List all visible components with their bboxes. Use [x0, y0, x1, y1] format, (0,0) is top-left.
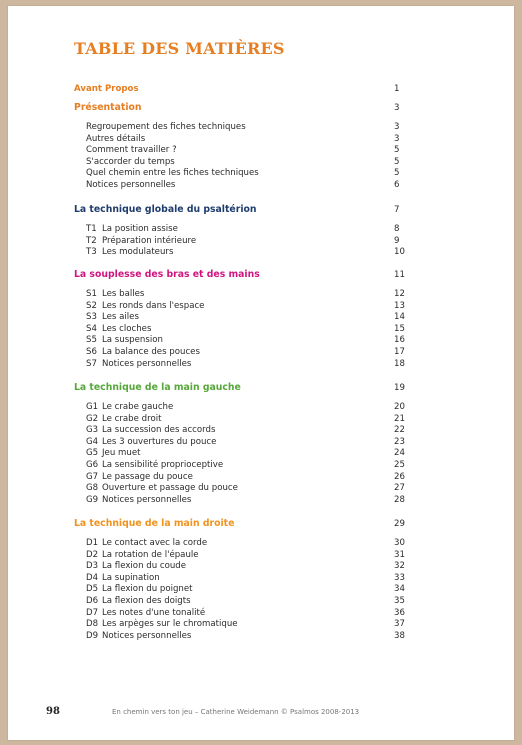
toc-entry — [8, 121, 514, 133]
entry-code: S7 — [86, 358, 97, 369]
toc-section-header — [8, 102, 514, 114]
entry-code: T2 — [86, 235, 97, 246]
section-page: 3 — [394, 103, 400, 113]
toc-entry — [8, 346, 514, 358]
entry-label: Le crabe gauche — [102, 402, 174, 412]
entry-page: 14 — [394, 312, 405, 323]
entry-label: La succession des accords — [102, 425, 216, 436]
entry-label: La suspension — [102, 335, 163, 346]
entry-page: 18 — [394, 358, 405, 369]
entry-page: 13 — [394, 300, 405, 311]
entry-label: La rotation de l'épaule — [102, 549, 199, 560]
toc-entry — [8, 156, 514, 168]
entry-page: 6 — [394, 180, 400, 190]
toc-entry — [8, 235, 514, 247]
entry-page: 25 — [394, 460, 405, 470]
entry-code: T3 — [86, 247, 97, 258]
toc-entry — [8, 471, 514, 483]
entry-code: S5 — [86, 335, 97, 346]
toc-entry — [8, 358, 514, 370]
entry-code: S1 — [86, 289, 97, 299]
toc-entry — [8, 311, 514, 323]
entry-page: 30 — [394, 538, 405, 548]
footer-page-number: 98 — [46, 706, 60, 717]
entry-label: Comment travailler ? — [86, 145, 177, 156]
entry-page: 5 — [394, 145, 400, 156]
entry-code: D5 — [86, 584, 99, 595]
toc-entry — [8, 630, 514, 642]
entry-page: 3 — [394, 133, 400, 144]
toc-section-header — [8, 204, 514, 216]
section-page: 19 — [394, 383, 405, 393]
entry-code: S4 — [86, 323, 97, 334]
toc-entry — [8, 436, 514, 448]
section-page: 11 — [394, 270, 405, 280]
entry-code: G5 — [86, 448, 99, 459]
toc-entry — [8, 179, 514, 191]
toc-entry — [8, 447, 514, 459]
entry-label: Les arpèges sur le chromatique — [102, 619, 238, 630]
entry-page: 24 — [394, 448, 405, 459]
entry-code: D3 — [86, 561, 99, 572]
section-page: 7 — [394, 205, 400, 215]
entry-page: 31 — [394, 549, 405, 560]
toc-entry — [8, 549, 514, 561]
entry-page: 37 — [394, 619, 405, 630]
entry-label: La supination — [102, 572, 160, 583]
entry-label: La flexion du poignet — [102, 584, 193, 595]
section-page: 29 — [394, 519, 405, 529]
entry-code: D2 — [86, 549, 99, 560]
toc-entry — [8, 323, 514, 335]
entry-code: D7 — [86, 607, 99, 618]
entry-code: G1 — [86, 402, 99, 412]
toc-entry — [8, 223, 514, 235]
entry-label: Les modulateurs — [102, 247, 174, 258]
toc-entry — [8, 334, 514, 346]
toc-section-header — [8, 269, 514, 281]
entry-label: S'accorder du temps — [86, 156, 175, 167]
toc-entry — [8, 494, 514, 506]
toc-section-header — [8, 382, 514, 394]
entry-label: Regroupement des fiches techniques — [86, 122, 246, 132]
entry-page: 26 — [394, 471, 405, 482]
entry-label: Le crabe droit — [102, 413, 162, 424]
entry-code: S6 — [86, 347, 97, 357]
entry-code: S2 — [86, 300, 97, 311]
toc-entry — [8, 583, 514, 595]
entry-code: G2 — [86, 413, 99, 424]
entry-page: 10 — [394, 247, 405, 258]
entry-label: La balance des pouces — [102, 347, 200, 357]
entry-page: 5 — [394, 156, 400, 167]
entry-page: 28 — [394, 494, 405, 505]
entry-label: Quel chemin entre les fiches techniques — [86, 168, 259, 179]
entry-code: G8 — [86, 483, 99, 494]
page-title: TABLE DES MATIÈRES — [74, 39, 285, 58]
entry-page: 9 — [394, 235, 400, 246]
entry-label: La position assise — [102, 224, 178, 234]
entry-page: 33 — [394, 572, 405, 583]
entry-code: G6 — [86, 460, 99, 470]
entry-label: Le contact avec la corde — [102, 538, 208, 548]
entry-page: 8 — [394, 224, 400, 234]
toc-entry — [8, 246, 514, 258]
entry-page: 34 — [394, 584, 405, 595]
entry-page: 22 — [394, 425, 405, 436]
entry-page: 3 — [394, 122, 400, 132]
entry-label: Les notes d'une tonalité — [102, 607, 206, 618]
section-title: La technique globale du psaltérion — [74, 204, 257, 215]
entry-code: G3 — [86, 425, 99, 436]
entry-label: Les 3 ouvertures du pouce — [102, 436, 217, 447]
entry-label: Ouverture et passage du pouce — [102, 483, 238, 494]
entry-page: 27 — [394, 483, 405, 494]
toc-entry-avant-propos — [8, 83, 514, 95]
entry-code: G4 — [86, 436, 99, 447]
toc-entry — [8, 607, 514, 619]
entry-code: D8 — [86, 619, 99, 630]
entry-label: Les balles — [102, 289, 145, 299]
entry-page: 38 — [394, 630, 405, 641]
toc-entry — [8, 133, 514, 145]
section-title: La technique de la main droite — [74, 518, 235, 529]
entry-label: Les ronds dans l'espace — [102, 300, 205, 311]
entry-label: Les ailes — [102, 312, 139, 323]
toc-entry — [8, 424, 514, 436]
entry-code: D6 — [86, 596, 99, 606]
toc-entry — [8, 595, 514, 607]
entry-label: Notices personnelles — [102, 630, 192, 641]
entry-page: 17 — [394, 347, 405, 357]
toc-entry — [8, 413, 514, 425]
entry-label: Notices personnelles — [102, 358, 192, 369]
toc-entry-page: 1 — [394, 84, 400, 94]
toc-entry — [8, 560, 514, 572]
entry-code: D4 — [86, 572, 99, 583]
toc-section-header — [8, 518, 514, 530]
toc-entry — [8, 618, 514, 630]
toc-entry — [8, 401, 514, 413]
entry-code: S3 — [86, 312, 97, 323]
entry-page: 23 — [394, 436, 405, 447]
toc-entry — [8, 572, 514, 584]
entry-code: T1 — [86, 224, 97, 234]
entry-page: 20 — [394, 402, 405, 412]
entry-label: Autres détails — [86, 133, 146, 144]
entry-page: 35 — [394, 596, 405, 606]
entry-label: Les cloches — [102, 323, 152, 334]
entry-label: La sensibilité proprioceptive — [102, 460, 224, 470]
entry-page: 32 — [394, 561, 405, 572]
toc-entry — [8, 167, 514, 179]
entry-code: G7 — [86, 471, 99, 482]
entry-code: D9 — [86, 630, 99, 641]
entry-page: 12 — [394, 289, 405, 299]
section-title: La technique de la main gauche — [74, 382, 241, 393]
toc-entry-label: Avant Propos — [74, 84, 139, 94]
entry-page: 5 — [394, 168, 400, 179]
toc-entry — [8, 482, 514, 494]
entry-code: D1 — [86, 538, 99, 548]
entry-label: Préparation intérieure — [102, 235, 197, 246]
entry-page: 21 — [394, 413, 405, 424]
toc-entry — [8, 459, 514, 471]
entry-page: 15 — [394, 323, 405, 334]
toc-entry — [8, 144, 514, 156]
toc-entry — [8, 537, 514, 549]
document-page — [8, 6, 514, 740]
entry-label: Le passage du pouce — [102, 471, 193, 482]
entry-label: La flexion des doigts — [102, 596, 191, 606]
entry-code: G9 — [86, 494, 99, 505]
section-title: La souplesse des bras et des mains — [74, 269, 260, 280]
entry-label: La flexion du coude — [102, 561, 187, 572]
toc-entry — [8, 288, 514, 300]
entry-label: Notices personnelles — [102, 494, 192, 505]
section-title: Présentation — [74, 102, 142, 113]
entry-page: 36 — [394, 607, 405, 618]
footer-credit: En chemin vers ton jeu – Catherine Weidemann © Psalmos 2008-2013 — [112, 708, 360, 716]
entry-label: Notices personnelles — [86, 180, 176, 190]
entry-page: 16 — [394, 335, 405, 346]
toc-entry — [8, 300, 514, 312]
entry-label: Jeu muet — [102, 448, 141, 459]
